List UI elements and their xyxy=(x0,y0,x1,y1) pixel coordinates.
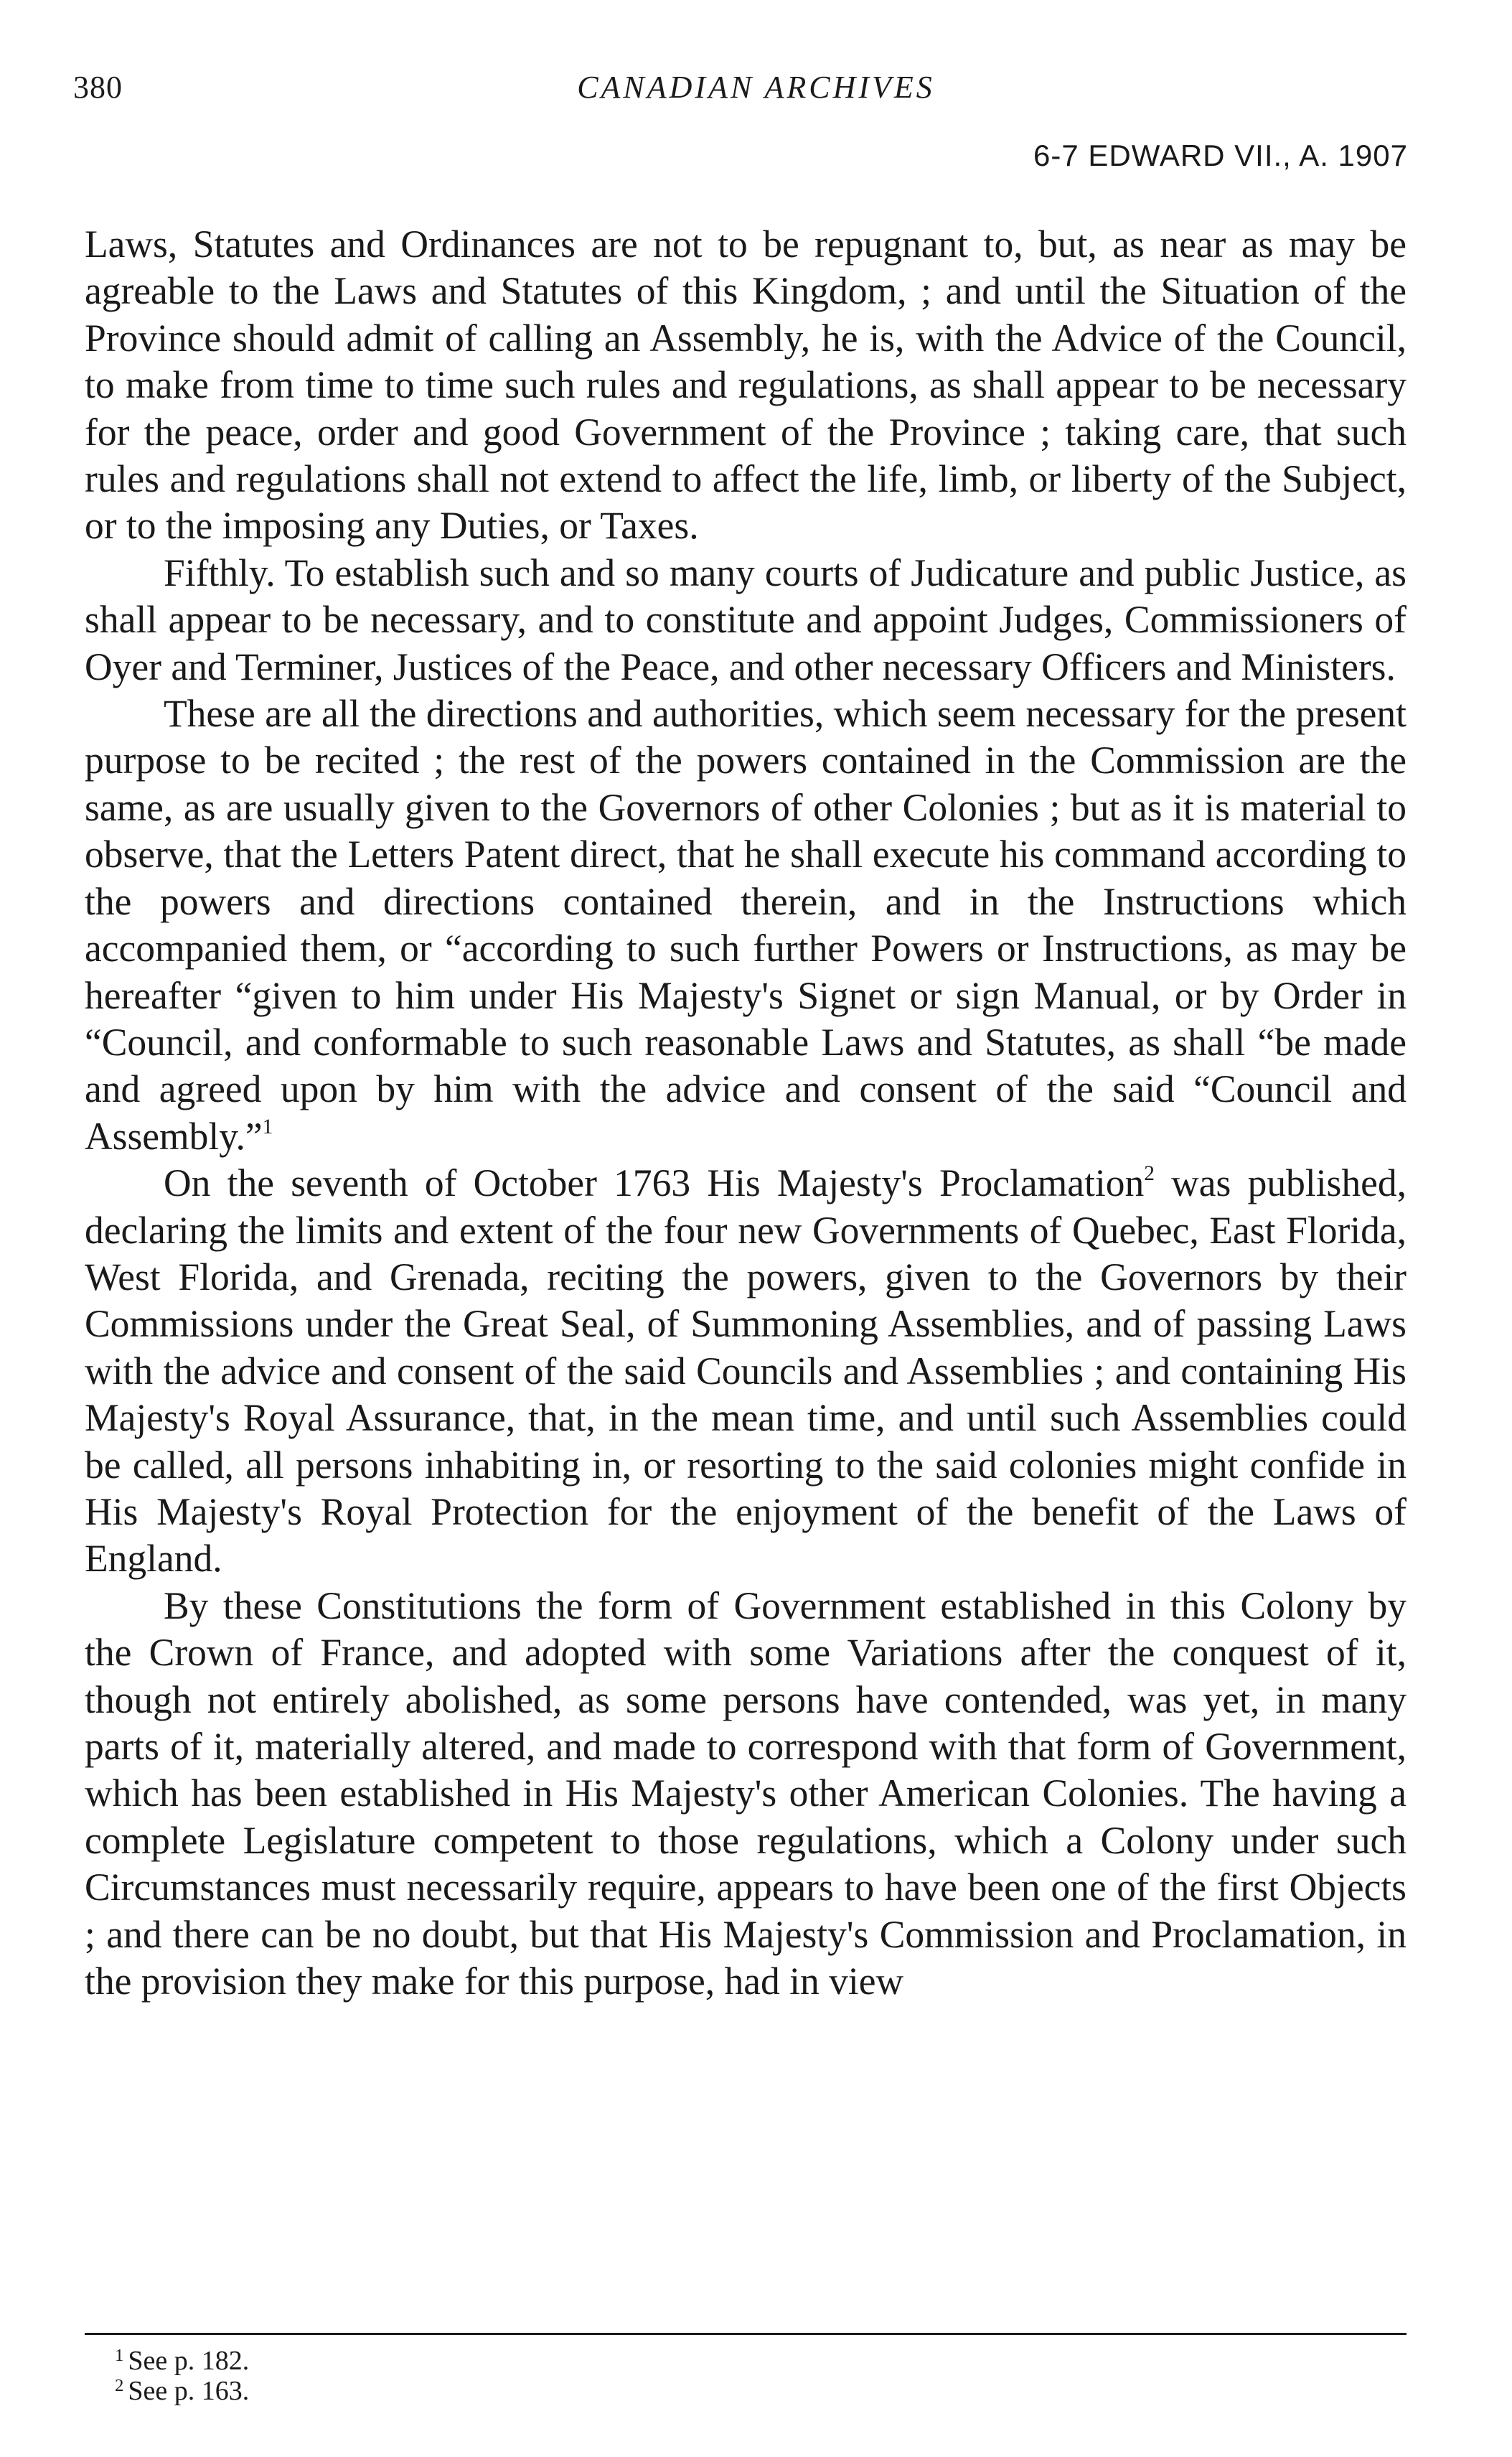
paragraph-proclamation xyxy=(85,1160,1407,1583)
footnote-divider xyxy=(85,2333,1407,2335)
paragraph-proclamation-rest: was published, declaring the limits and extent of the four new Governments of Quebec, East Florida, West Florida, and Grenada, reciting the powers, given to the Governors by their Commissions under the Great Seal, of Summoning Assemblies, and of passing Laws with the advice and consent of the said Councils and Assemblies ; and containing His Majesty's Royal Assurance, that, in the mean time, and until such Assemblies could be called, all persons inhabiting in, or resorting to the said colonies might confide in His Majesty's Royal Protection for the enjoyment of the benefit of the Laws of England. xyxy=(85,1161,1407,1581)
footnotes xyxy=(115,2346,249,2406)
footnote-reference: 2 xyxy=(1144,1162,1155,1186)
footnote-text: See p. 182. xyxy=(128,2346,250,2376)
paragraph-directions-text: These are all the directions and authorities, which seem necessary for the present purpose to be recited ; the rest of the powers contained in the Commission are the same, as are usually given to the Governors of other Colonies ; but as it is material to observe, that the Letters Patent direct, that he shall execute his command according to the powers and directions contained therein, and in the Instructions which accompanied them, or “according to such further Powers or Instructions, as may be hereafter “given to him under His Majesty's Signet or sign Manual, or by Order in “Council, and conformable to such reasonable Laws and Statutes, as shall “be made and agreed upon by him with the advice and consent of the said “Council and Assembly.” xyxy=(85,692,1407,1158)
footnote-mark: 1 xyxy=(115,2345,124,2365)
paragraph-directions xyxy=(85,691,1407,1160)
footnote-mark: 2 xyxy=(115,2375,124,2395)
paragraph-continued: Laws, Statutes and Ordinances are not to be repugnant to, but, as near as may be agreable to the Laws and Statutes of this Kingdom, ; and until the Situation of the Province should admit of calling an Assembly, he is, with the Advice of the Council, to make from time to time such rules and regulations, as shall appear to be necessary for the peace, order and good Government of the Province ; taking care, that such rules and regulations shall not extend to affect the life, limb, or liberty of the Subject, or to the imposing any Duties, or Taxes. xyxy=(85,223,1407,548)
footnote xyxy=(115,2346,249,2376)
page-number: 380 xyxy=(73,70,123,105)
paragraph-proclamation-lead: On the seventh of October 1763 His Majesty's Proclamation xyxy=(164,1161,1145,1205)
document-body xyxy=(85,221,1407,2005)
footnote-text: See p. 163. xyxy=(128,2376,250,2406)
volume-line: 6-7 EDWARD VII., A. 1907 xyxy=(1033,139,1408,172)
running-title: CANADIAN ARCHIVES xyxy=(577,70,935,105)
footnote-reference: 1 xyxy=(262,1115,273,1138)
footnote xyxy=(115,2376,249,2406)
paragraph-fifthly: Fifthly. To establish such and so many courts of Judicature and public Justice, as shall appear to be necessary, and to constitute and appoint Judges, Commissioners of Oyer and Terminer, Justices of the Peace, and other necessary Officers and Ministers. xyxy=(85,551,1407,688)
paragraph-constitutions: By these Constitutions the form of Government established in this Colony by the Crown of France, and adopted with some Variations after the conquest of it, though not entirely abolished, as some persons have contended, was yet, in many parts of it, materially altered, and made to correspond with that form of Government, which has been established in His Majesty's other American Colonies. The having a complete Legislature competent to those regulations, which a Colony under such Circumstances must necessarily require, appears to have been one of the first Objects ; and there can be no doubt, but that His Majesty's Commission and Proclamation, in the provision they make for this purpose, had in view xyxy=(85,1583,1407,2003)
